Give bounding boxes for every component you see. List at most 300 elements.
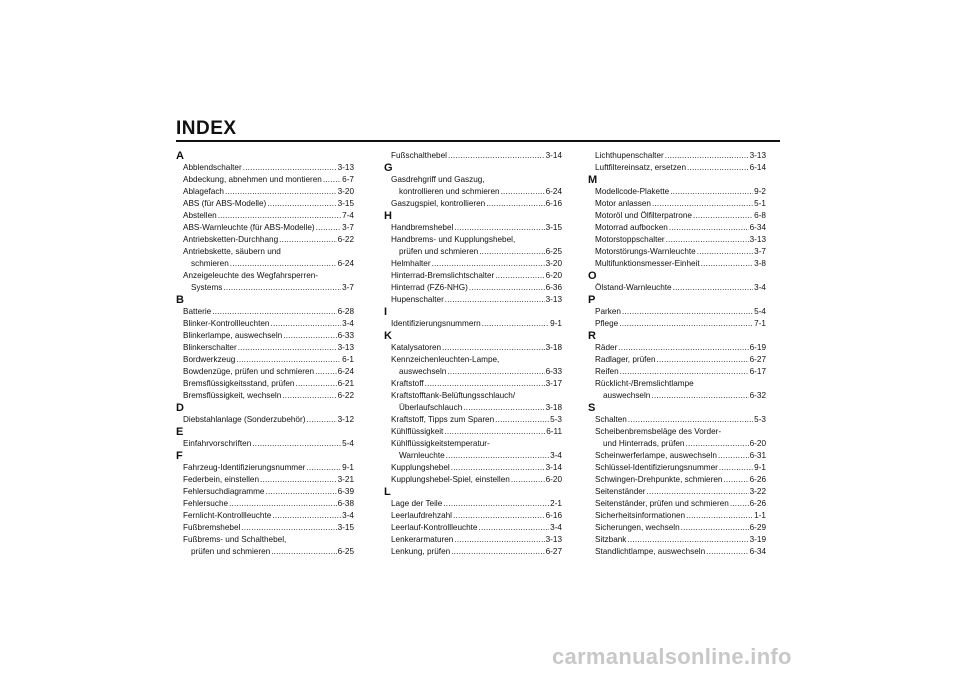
- entry-label: schmieren: [191, 259, 229, 268]
- entry-label: und Hinterrads, prüfen: [603, 439, 685, 448]
- index-entry-first-line: Handbrems- und Kupplungshebel,: [391, 235, 516, 244]
- entry-page-number: 3-15: [545, 223, 562, 232]
- dot-leader: [212, 306, 336, 318]
- entry-page-number: 6-27: [749, 355, 766, 364]
- index-entry: [588, 450, 766, 462]
- entry-page-number: 2-1: [550, 499, 562, 508]
- entry-page-number: 6-39: [337, 487, 354, 496]
- index-entry: [176, 366, 354, 378]
- dot-leader: [443, 498, 549, 510]
- entry-page-number: 6-38: [337, 499, 354, 508]
- index-entry: [588, 198, 766, 210]
- entry-label: Abdeckung, abnehmen und montieren: [183, 175, 322, 184]
- entry-label: Hinterrad-Bremslichtschalter: [391, 271, 495, 280]
- entry-label: ABS-Warnleuchte (für ABS-Modelle): [183, 223, 315, 232]
- index-entry: [176, 330, 354, 342]
- dot-leader: [701, 258, 753, 270]
- dot-leader: [448, 150, 545, 162]
- entry-page-number: 6-34: [749, 223, 766, 232]
- index-entry: [384, 462, 562, 474]
- entry-page-number: 3-13: [337, 343, 354, 352]
- entry-page-number: 6-31: [749, 451, 766, 460]
- dot-leader: [482, 318, 550, 330]
- index-entry-first-line: Fußbrems- und Schalthebel,: [183, 535, 287, 544]
- entry-label: Lenkung, prüfen: [391, 547, 451, 556]
- dot-leader: [686, 510, 753, 522]
- index-entry: [588, 150, 766, 162]
- dot-leader: [669, 222, 749, 234]
- index-entry: [384, 282, 562, 294]
- index-entry: [588, 498, 766, 510]
- dot-leader: [666, 234, 749, 246]
- entry-page-number: 3-4: [342, 319, 354, 328]
- dot-leader: [697, 246, 753, 258]
- index-entry: [176, 318, 354, 330]
- index-entry: [176, 354, 354, 366]
- index-entry-first-line: Antriebskette, säubern und: [183, 247, 281, 256]
- index-entry: [588, 522, 766, 534]
- index-entry: [588, 222, 766, 234]
- index-entry: [384, 510, 562, 522]
- entry-page-number: 5-4: [342, 439, 354, 448]
- dot-leader: [463, 402, 544, 414]
- dot-leader: [444, 426, 545, 438]
- entry-label: Schwingen-Drehpunkte, schmieren: [595, 475, 723, 484]
- dot-leader: [501, 186, 545, 198]
- entry-page-number: 6-24: [337, 367, 354, 376]
- dot-leader: [229, 498, 337, 510]
- entry-label: auswechseln: [603, 391, 651, 400]
- entry-page-number: 3-14: [545, 151, 562, 160]
- entry-label: Kupplungshebel: [391, 463, 450, 472]
- index-entry: [588, 282, 766, 294]
- entry-label: Handbremshebel: [391, 223, 454, 232]
- entry-label: Bowdenzüge, prüfen und schmieren: [183, 367, 315, 376]
- index-column-1: [176, 150, 354, 558]
- index-entry: [384, 498, 562, 510]
- entry-page-number: 6-14: [749, 163, 766, 172]
- entry-page-number: 6-33: [337, 331, 354, 340]
- entry-label: Blinker-Kontrollleuchten: [183, 319, 270, 328]
- index-entry: [176, 474, 354, 486]
- entry-label: kontrollieren und schmieren: [399, 187, 500, 196]
- dot-leader: [706, 546, 748, 558]
- dot-leader: [267, 198, 336, 210]
- section-letter: A: [176, 150, 184, 162]
- dot-leader: [665, 150, 749, 162]
- dot-leader: [241, 522, 336, 534]
- section-letter: S: [588, 402, 596, 414]
- dot-leader: [442, 342, 545, 354]
- index-entry: [384, 342, 562, 354]
- entry-label: Hinterrad (FZ6-NHG): [391, 283, 468, 292]
- entry-label: Bremsflüssigkeit, wechseln: [183, 391, 282, 400]
- entry-label: Reifen: [595, 367, 619, 376]
- index-entry: [384, 366, 562, 378]
- entry-page-number: 6-25: [337, 547, 354, 556]
- index-column-2: [384, 150, 562, 558]
- dot-leader: [673, 282, 754, 294]
- dot-leader: [681, 522, 749, 534]
- index-entry: [588, 186, 766, 198]
- entry-label: Räder: [595, 343, 618, 352]
- entry-label: Bordwerkzeug: [183, 355, 236, 364]
- index-entry: [176, 306, 354, 318]
- dot-leader: [619, 318, 753, 330]
- entry-page-number: 6-29: [749, 523, 766, 532]
- entry-page-number: 6-17: [749, 367, 766, 376]
- entry-page-number: 3-20: [337, 187, 354, 196]
- dot-leader: [451, 462, 545, 474]
- entry-label: Kraftstoff: [391, 379, 424, 388]
- entry-label: Multifunktionsmesser-Einheit: [595, 259, 700, 268]
- index-column-3: [588, 150, 766, 558]
- entry-page-number: 6-36: [545, 283, 562, 292]
- entry-page-number: 3-13: [749, 235, 766, 244]
- entry-label: Motorstoppschalter: [595, 235, 665, 244]
- dot-leader: [618, 342, 748, 354]
- entry-page-number: 6-20: [545, 271, 562, 280]
- index-entry: [176, 486, 354, 498]
- entry-page-number: 6-27: [545, 547, 562, 556]
- entry-page-number: 3-7: [754, 247, 766, 256]
- index-entry: [176, 510, 354, 522]
- entry-page-number: 3-13: [545, 535, 562, 544]
- dot-leader: [265, 486, 336, 498]
- entry-page-number: 3-4: [550, 451, 562, 460]
- index-entry: [176, 378, 354, 390]
- entry-page-number: 6-24: [337, 259, 354, 268]
- dot-leader: [316, 222, 342, 234]
- entry-page-number: 6-20: [545, 475, 562, 484]
- entry-label: Fernlicht-Kontrollleuchte: [183, 511, 272, 520]
- entry-page-number: 3-14: [545, 463, 562, 472]
- dot-leader: [296, 378, 337, 390]
- entry-label: Modellcode-Plakette: [595, 187, 670, 196]
- entry-page-number: 3-8: [754, 259, 766, 268]
- entry-label: Radlager, prüfen: [595, 355, 656, 364]
- entry-page-number: 6-25: [545, 247, 562, 256]
- index-entry: [588, 534, 766, 546]
- entry-label: Batterie: [183, 307, 212, 316]
- index-entry: [588, 438, 766, 450]
- entry-page-number: 5-1: [754, 199, 766, 208]
- entry-label: Sitzbank: [595, 535, 627, 544]
- section-letter: B: [176, 294, 184, 306]
- entry-label: Parken: [595, 307, 621, 316]
- entry-page-number: 5-3: [550, 415, 562, 424]
- section-letter: E: [176, 426, 184, 438]
- index-entry: [588, 486, 766, 498]
- section-letter: H: [384, 210, 392, 222]
- dot-leader: [486, 198, 544, 210]
- dot-leader: [260, 474, 337, 486]
- index-entry: [384, 402, 562, 414]
- index-entry: [588, 414, 766, 426]
- index-entry: [384, 222, 562, 234]
- dot-leader: [283, 330, 336, 342]
- entry-page-number: 3-20: [545, 259, 562, 268]
- index-entry-first-line: Kraftstofftank-Belüftungsschlauch/: [391, 391, 516, 400]
- dot-leader: [718, 450, 749, 462]
- entry-label: Schlüssel-Identifizierungsnummer: [595, 463, 718, 472]
- index-entry: [384, 186, 562, 198]
- section-letter: M: [588, 174, 598, 186]
- index-entry: [384, 246, 562, 258]
- entry-page-number: 3-4: [754, 283, 766, 292]
- index-entry: [588, 546, 766, 558]
- entry-page-number: 6-8: [754, 211, 766, 220]
- entry-label: Gaszugspiel, kontrollieren: [391, 199, 486, 208]
- page-title: INDEX: [176, 118, 237, 139]
- entry-page-number: 3-21: [337, 475, 354, 484]
- entry-label: Motorstörungs-Warnleuchte: [595, 247, 696, 256]
- index-entry: [176, 522, 354, 534]
- index-entry-first-line: Anzeigeleuchte des Wegfahrsperren-: [183, 271, 319, 280]
- entry-page-number: 6-20: [749, 439, 766, 448]
- dot-leader: [469, 282, 545, 294]
- index-entry: [176, 414, 354, 426]
- dot-leader: [511, 474, 545, 486]
- index-entry: [588, 234, 766, 246]
- index-entry-first-line: Gasdrehgriff und Gaszug,: [391, 175, 485, 184]
- entry-label: Leerlaufdrehzahl: [391, 511, 452, 520]
- index-entry: [384, 522, 562, 534]
- entry-label: Katalysatoren: [391, 343, 442, 352]
- index-entry: [384, 378, 562, 390]
- entry-label: Ablagefach: [183, 187, 224, 196]
- dot-leader: [236, 354, 341, 366]
- entry-label: Kupplungshebel-Spiel, einstellen: [391, 475, 510, 484]
- section-letter: P: [588, 294, 596, 306]
- dot-leader: [238, 342, 337, 354]
- dot-leader: [620, 366, 749, 378]
- entry-page-number: 3-15: [337, 199, 354, 208]
- index-entry: [384, 450, 562, 462]
- entry-label: Fußbremshebel: [183, 523, 241, 532]
- dot-leader: [495, 270, 544, 282]
- dot-leader: [622, 306, 753, 318]
- index-entry: [588, 390, 766, 402]
- dot-leader: [446, 450, 549, 462]
- index-entry: [588, 210, 766, 222]
- dot-leader: [252, 438, 341, 450]
- index-entry: [176, 210, 354, 222]
- index-entry: [588, 162, 766, 174]
- dot-leader: [723, 474, 748, 486]
- index-entry-first-line: Rücklicht-/Bremslichtlampe: [595, 379, 694, 388]
- section-letter: L: [384, 486, 391, 498]
- dot-leader: [453, 510, 545, 522]
- index-entry: [384, 258, 562, 270]
- dot-leader: [223, 282, 341, 294]
- dot-leader: [730, 498, 749, 510]
- dot-leader: [271, 546, 336, 558]
- entry-page-number: 6-7: [342, 175, 354, 184]
- entry-label: Schalten: [595, 415, 627, 424]
- entry-page-number: 6-32: [749, 391, 766, 400]
- section-letter: K: [384, 330, 392, 342]
- entry-page-number: 5-4: [754, 307, 766, 316]
- index-entry: [176, 234, 354, 246]
- dot-leader: [243, 162, 337, 174]
- entry-page-number: 3-4: [342, 511, 354, 520]
- entry-label: Seitenständer, prüfen und schmieren: [595, 499, 729, 508]
- index-entry: [176, 342, 354, 354]
- entry-label: Standlichtlampe, auswechseln: [595, 547, 706, 556]
- entry-page-number: 3-7: [342, 223, 354, 232]
- entry-label: Kühlflüssigkeit: [391, 427, 444, 436]
- index-entry: [176, 546, 354, 558]
- entry-label: Blinkerschalter: [183, 343, 237, 352]
- entry-label: auswechseln: [399, 367, 447, 376]
- entry-label: Fehlersuchdiagramme: [183, 487, 265, 496]
- dot-leader: [454, 534, 544, 546]
- entry-page-number: 6-34: [749, 547, 766, 556]
- dot-leader: [306, 414, 336, 426]
- entry-page-number: 6-22: [337, 391, 354, 400]
- dot-leader: [432, 258, 545, 270]
- entry-page-number: 3-17: [545, 379, 562, 388]
- index-entry: [384, 414, 562, 426]
- entry-page-number: 6-33: [545, 367, 562, 376]
- index-entry: [176, 498, 354, 510]
- entry-page-number: 3-4: [550, 523, 562, 532]
- entry-page-number: 7-4: [342, 211, 354, 220]
- entry-label: Helmhalter: [391, 259, 431, 268]
- entry-page-number: 6-26: [749, 499, 766, 508]
- index-entry: [588, 342, 766, 354]
- dot-leader: [670, 186, 753, 198]
- entry-page-number: 6-24: [545, 187, 562, 196]
- dot-leader: [451, 546, 544, 558]
- dot-leader: [627, 534, 748, 546]
- dot-leader: [478, 522, 549, 534]
- dot-leader: [230, 258, 337, 270]
- entry-label: Seitenständer: [595, 487, 646, 496]
- index-entry: [176, 174, 354, 186]
- entry-label: Sicherheitsinformationen: [595, 511, 686, 520]
- index-entry: [588, 306, 766, 318]
- section-letter: R: [588, 330, 596, 342]
- entry-label: Bremsflüssigkeitsstand, prüfen: [183, 379, 295, 388]
- entry-label: Abstellen: [183, 211, 217, 220]
- entry-label: Hupenschalter: [391, 295, 444, 304]
- index-entry: [384, 294, 562, 306]
- entry-page-number: 6-19: [749, 343, 766, 352]
- index-entry: [176, 282, 354, 294]
- entry-label: Sicherungen, wechseln: [595, 523, 680, 532]
- dot-leader: [495, 414, 549, 426]
- index-entry-first-line: Scheibenbremsbeläge des Vorder-: [595, 427, 722, 436]
- dot-leader: [719, 462, 753, 474]
- index-entry: [588, 354, 766, 366]
- entry-page-number: 7-1: [754, 319, 766, 328]
- entry-label: Fehlersuche: [183, 499, 229, 508]
- entry-label: Lage der Teile: [391, 499, 443, 508]
- index-entry: [176, 438, 354, 450]
- entry-label: prüfen und schmieren: [399, 247, 479, 256]
- index-entry: [176, 186, 354, 198]
- section-letter: G: [384, 162, 393, 174]
- entry-page-number: 3-7: [342, 283, 354, 292]
- index-entry: [176, 462, 354, 474]
- entry-page-number: 9-1: [342, 463, 354, 472]
- entry-page-number: 3-13: [337, 163, 354, 172]
- dot-leader: [628, 414, 753, 426]
- dot-leader: [685, 438, 748, 450]
- section-letter: O: [588, 270, 597, 282]
- entry-page-number: 3-19: [749, 535, 766, 544]
- entry-page-number: 3-18: [545, 343, 562, 352]
- index-entry-first-line: Kühlflüssigkeitstemperatur-: [391, 439, 490, 448]
- index-entry-first-line: Kennzeichenleuchten-Lampe,: [391, 355, 500, 364]
- dot-leader: [323, 174, 341, 186]
- entry-page-number: 5-3: [754, 415, 766, 424]
- section-letter: D: [176, 402, 184, 414]
- entry-label: ABS (für ABS-Modelle): [183, 199, 267, 208]
- entry-page-number: 6-26: [749, 475, 766, 484]
- dot-leader: [425, 378, 545, 390]
- entry-label: Überlaufschlauch: [399, 403, 463, 412]
- entry-label: Motor anlassen: [595, 199, 651, 208]
- entry-label: Lenkerarmaturen: [391, 535, 454, 544]
- entry-page-number: 3-13: [749, 151, 766, 160]
- entry-label: Antriebsketten-Durchhang: [183, 235, 279, 244]
- index-entry: [384, 426, 562, 438]
- entry-label: Federbein, einstellen: [183, 475, 260, 484]
- entry-label: Systems: [191, 283, 223, 292]
- index-entry: [588, 474, 766, 486]
- index-entry: [176, 258, 354, 270]
- index-entry: [176, 390, 354, 402]
- dot-leader: [651, 390, 748, 402]
- entry-label: Pflege: [595, 319, 619, 328]
- entry-page-number: 3-15: [337, 523, 354, 532]
- title-rule: [176, 140, 780, 142]
- index-entry: [384, 534, 562, 546]
- entry-label: Motorrad aufbocken: [595, 223, 668, 232]
- entry-label: Luftfiltereinsatz, ersetzen: [595, 163, 687, 172]
- entry-label: prüfen und schmieren: [191, 547, 271, 556]
- entry-page-number: 3-18: [545, 403, 562, 412]
- entry-label: Scheinwerferlampe, auswechseln: [595, 451, 717, 460]
- dot-leader: [306, 462, 341, 474]
- index-entry: [384, 198, 562, 210]
- entry-label: Motoröl und Ölfilterpatrone: [595, 211, 692, 220]
- index-entry: [384, 546, 562, 558]
- index-entry: [588, 258, 766, 270]
- entry-page-number: 9-1: [754, 463, 766, 472]
- entry-label: Einfahrvorschriften: [183, 439, 252, 448]
- entry-page-number: 1-1: [754, 511, 766, 520]
- index-entry: [588, 318, 766, 330]
- entry-label: Diebstahlanlage (Sonderzubehör): [183, 415, 306, 424]
- entry-label: Warnleuchte: [399, 451, 445, 460]
- dot-leader: [687, 162, 749, 174]
- entry-label: Kraftstoff, Tipps zum Sparen: [391, 415, 495, 424]
- entry-page-number: 6-16: [545, 199, 562, 208]
- entry-label: Ölstand-Warnleuchte: [595, 283, 672, 292]
- dot-leader: [454, 222, 544, 234]
- dot-leader: [647, 486, 749, 498]
- dot-leader: [279, 234, 336, 246]
- entry-page-number: 3-12: [337, 415, 354, 424]
- entry-page-number: 3-22: [749, 487, 766, 496]
- dot-leader: [270, 318, 341, 330]
- dot-leader: [282, 390, 336, 402]
- entry-page-number: 6-28: [337, 307, 354, 316]
